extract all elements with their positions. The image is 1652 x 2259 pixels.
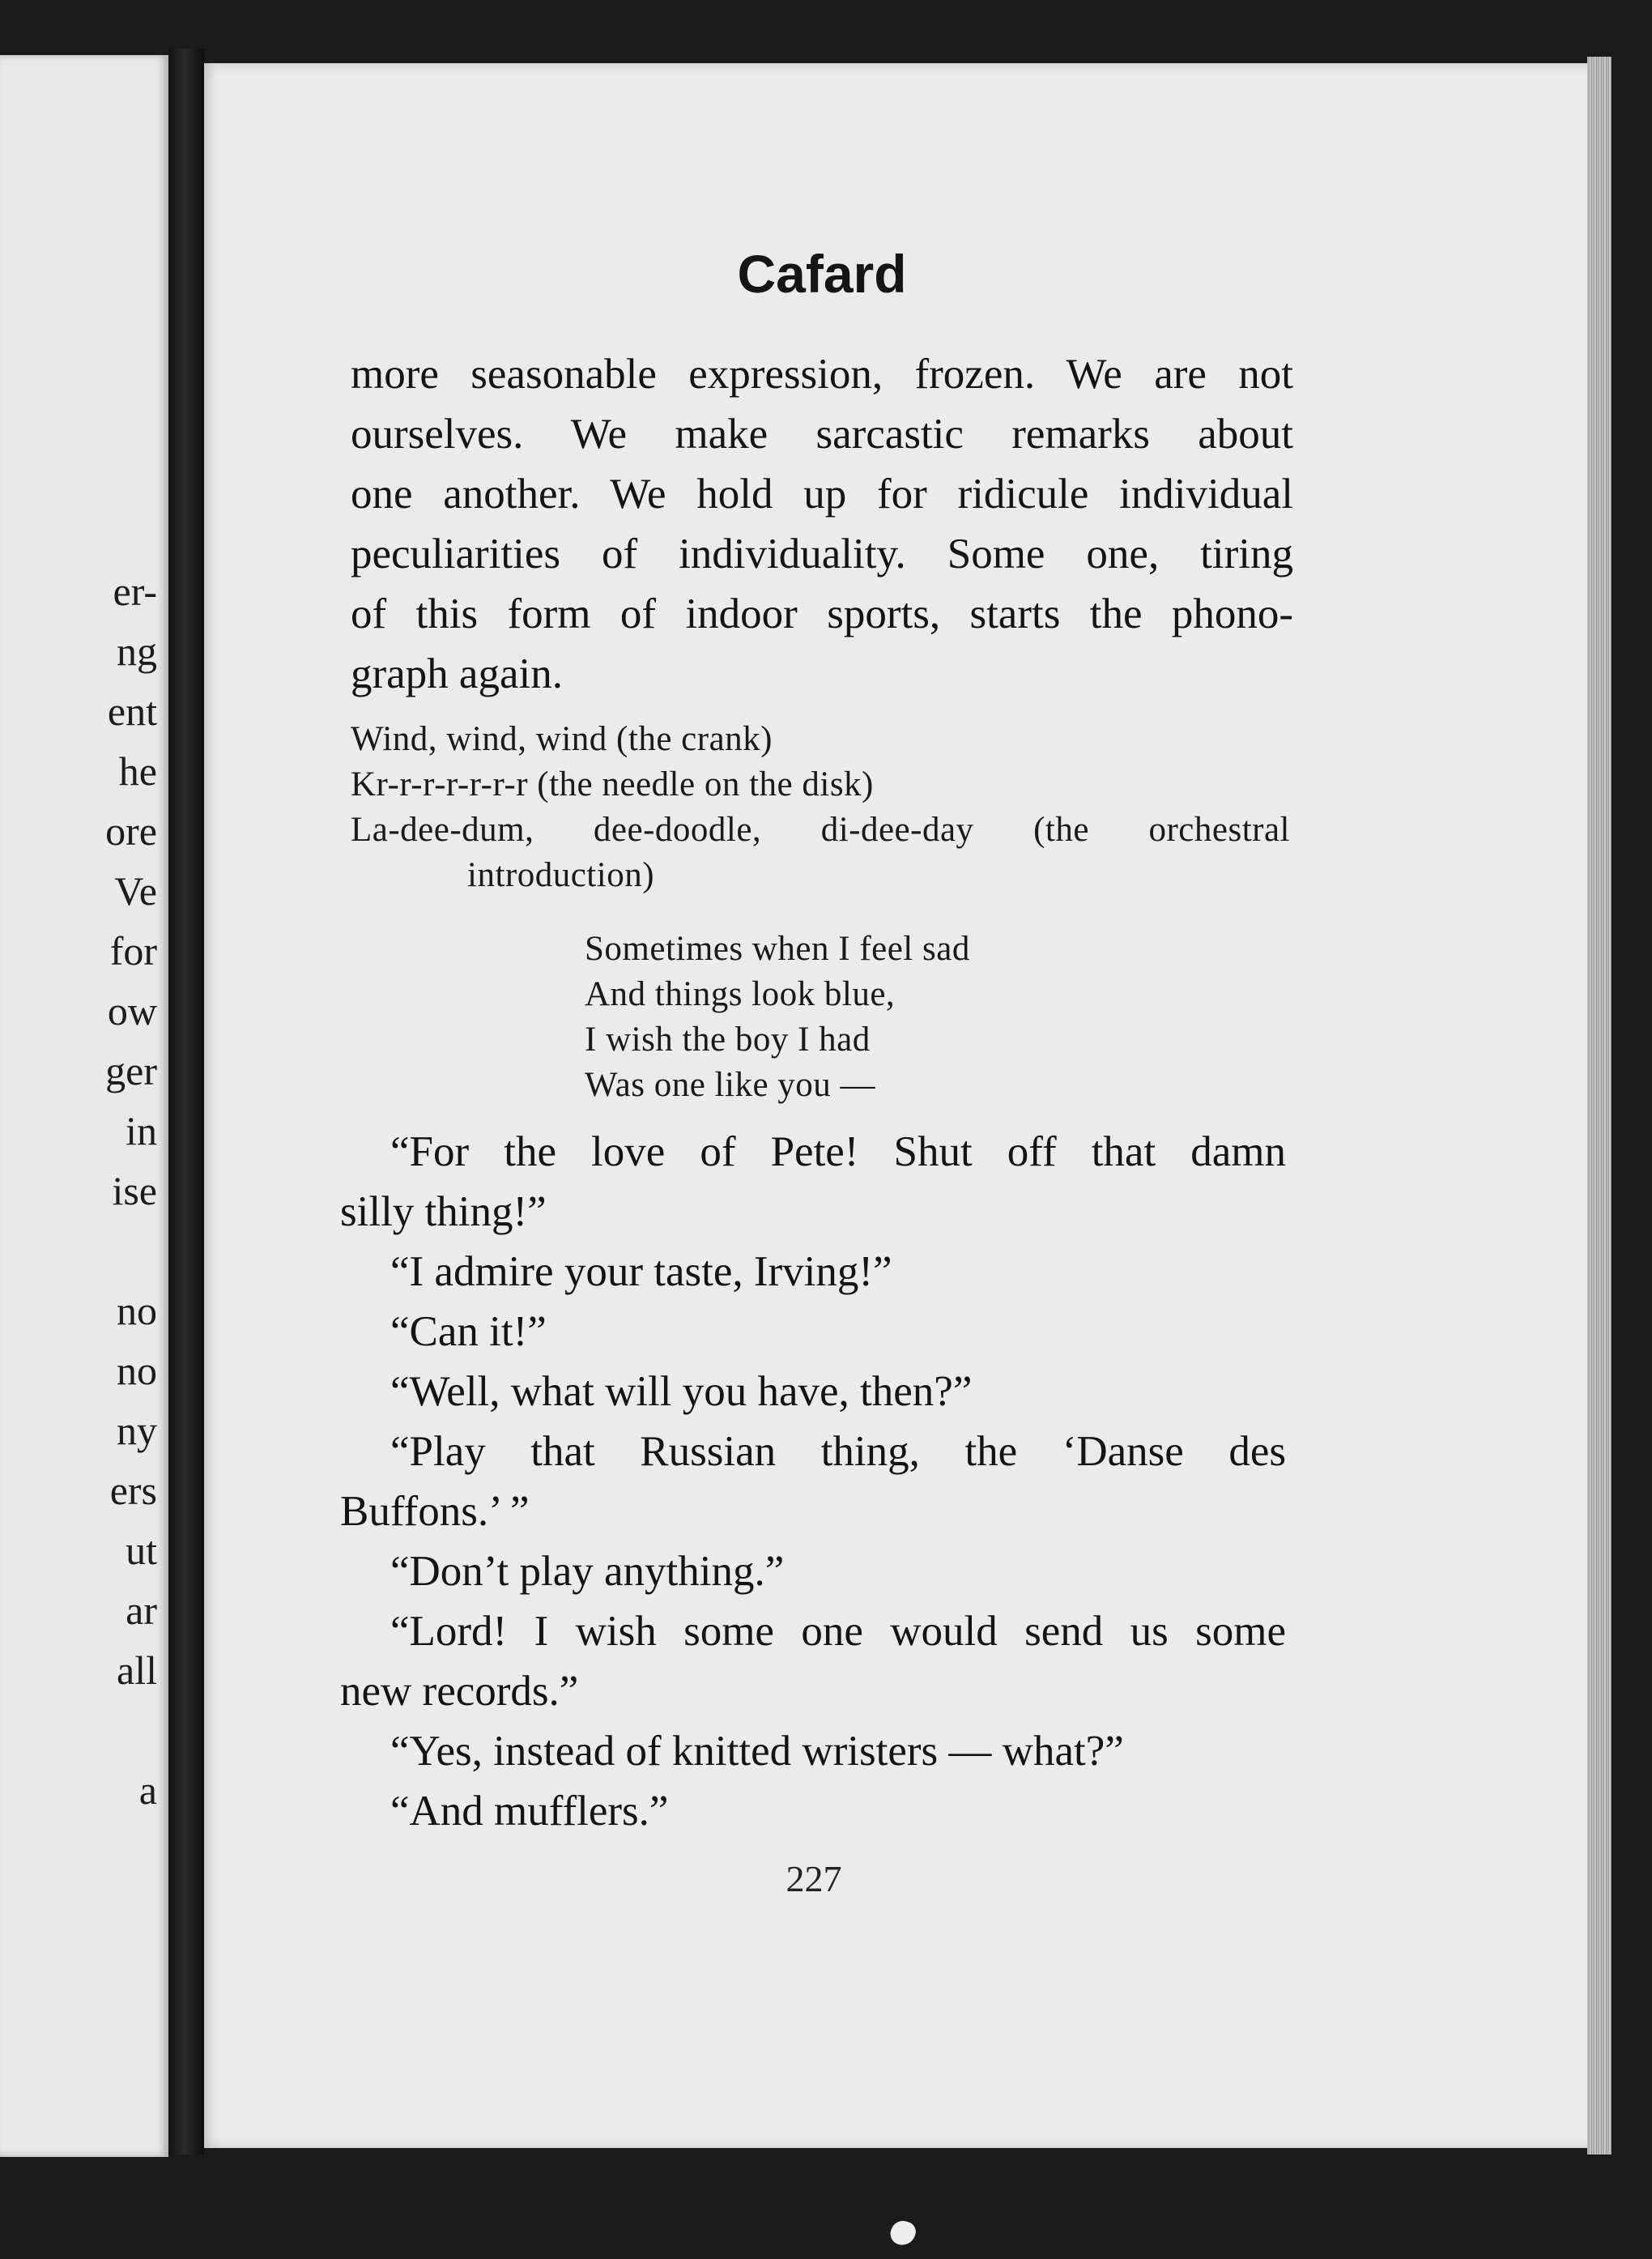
left-page-fragment: ng (117, 629, 157, 674)
page-number: 227 (786, 1858, 842, 1899)
dialogue-line: silly thing!” (340, 1188, 547, 1235)
paragraph-line: more seasonable expression, frozen. We are not (351, 351, 1293, 398)
left-page-fragment: ut (126, 1528, 157, 1573)
lyric-line: Was one like you — (585, 1066, 876, 1104)
sound-effect-line: Kr-r-r-r-r-r-r (the needle on the disk) (351, 765, 874, 803)
left-page-fragment: no (117, 1348, 157, 1393)
left-page-fragment: no (117, 1288, 157, 1333)
dialogue-line: Buffons.’ ” (340, 1488, 530, 1535)
dialogue (340, 1127, 1286, 1840)
left-page-fragment: ers (109, 1468, 157, 1513)
sound-effect-line: Wind, wind, wind (the crank) (351, 720, 773, 758)
dialogue-line: “Don’t play anything.” (390, 1548, 785, 1595)
dialogue-line: “And mufflers.” (390, 1788, 669, 1835)
running-head: Cafard (737, 244, 907, 304)
dialogue-line: “For the love of Pete! Shut off that damn (390, 1128, 1286, 1175)
left-facing-page (0, 55, 168, 2157)
left-page-fragment: er- (113, 569, 157, 614)
paragraph-line: of this form of indoor sports, starts the phono- (351, 590, 1293, 637)
dialogue-line: “Lord! I wish some one would send us some (390, 1608, 1286, 1655)
lyric-line: Sometimes when I feel sad (585, 930, 970, 968)
paragraph-line: one another. We hold up for ridicule individual (351, 471, 1293, 518)
left-page-fragment: in (126, 1108, 157, 1153)
paragraph-line: peculiarities of individuality. Some one, tiring (351, 531, 1293, 578)
sound-effect-line: introduction) (467, 856, 655, 894)
page-edges (1587, 57, 1612, 2155)
left-page-fragment: he (118, 748, 157, 794)
left-page-fragment: all (117, 1647, 157, 1693)
scan-speck (888, 2218, 918, 2248)
dialogue-line: new records.” (340, 1668, 579, 1715)
left-page-fragment: a (138, 1767, 157, 1813)
scan-top-edge (0, 0, 1652, 49)
dialogue-line: “I admire your taste, Irving!” (390, 1248, 892, 1295)
lyric-line: And things look blue, (585, 975, 896, 1013)
left-page-fragment: ar (126, 1588, 157, 1633)
left-page-fragment: for (109, 928, 157, 974)
sound-effects (351, 719, 1290, 906)
dialogue-line: “Well, what will you have, then?” (390, 1368, 973, 1415)
left-page-fragment: ger (105, 1048, 157, 1093)
dialogue-line: “Yes, instead of knitted wristers — what?” (390, 1728, 1124, 1775)
paragraph-line: ourselves. We make sarcastic remarks about (351, 411, 1293, 458)
left-page-fragment: ent (107, 688, 157, 734)
left-page-fragment: Ve (114, 868, 157, 914)
book-gutter (168, 49, 204, 2155)
song-lyrics (585, 929, 1152, 1115)
paragraph-line: graph again. (351, 650, 563, 697)
lyric-line: I wish the boy I had (585, 1021, 871, 1059)
dialogue-line: “Can it!” (390, 1308, 547, 1355)
left-page-fragment: ny (117, 1408, 157, 1453)
left-page-fragment: ore (105, 808, 157, 854)
sound-effect-line: La-dee-dum, dee-doodle, di-dee-day (the orchestral (351, 811, 1290, 849)
dialogue-line: “Play that Russian thing, the ‘Danse des (390, 1428, 1286, 1475)
left-page-fragment: ow (107, 988, 157, 1034)
intro-paragraph (351, 344, 1293, 704)
left-page-fragment: ise (112, 1168, 157, 1213)
